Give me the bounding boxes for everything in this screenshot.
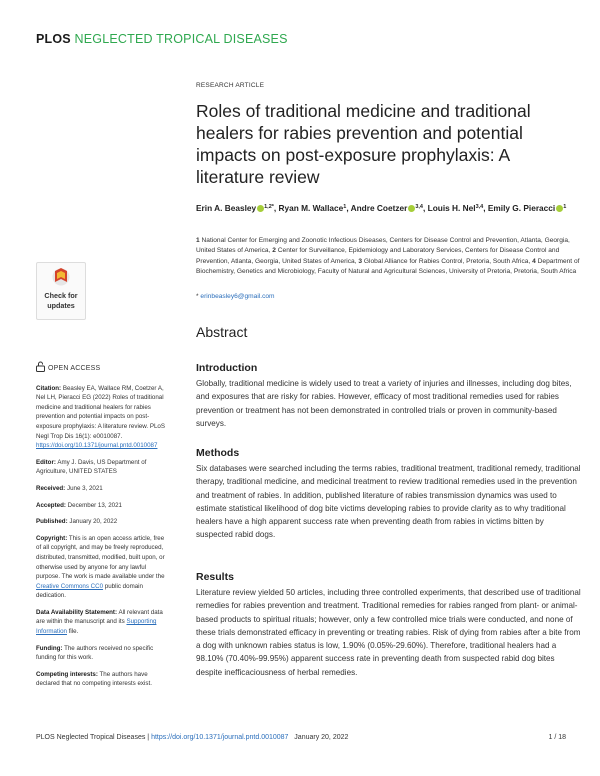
affil-number: 2 [272, 247, 276, 255]
footer-doi-link[interactable]: https://doi.org/10.1371/journal.pntd.0010087 [151, 734, 289, 741]
copyright-label: Copyright: [36, 534, 68, 542]
section-heading: Methods [196, 447, 240, 459]
funding [36, 644, 166, 663]
data-tail: file. [68, 628, 79, 636]
data-label: Data Availability Statement: [36, 608, 118, 616]
section-text: Literature review yielded 50 articles, including three controlled experiments, that described use of traditional remedies for rabies prevention and treatment. Traditional remedies for rabies ranged from plant- or animal-based products to spiritual rituals; however, only a few controlled mice trials were conducted, and none of these trials demonstrated efficacy in preventing or treating rabies. Risk of dying from rabies after a bite from a dog with unknown rabies status is low, 1.90% (0.05%-29.60%). Therefore, traditional healers had a 98.10% (70.40%-99.95%) apparent success rate in preventing death from suspected rabid dog bites despite inefficaciousness of herbal remedies. [196, 588, 581, 677]
competing-label: Competing interests: [36, 670, 98, 678]
funding-text: The authors received no specific funding for this work. [36, 644, 154, 662]
badge-line2: updates [47, 301, 75, 310]
citation-text: Beasley EA, Wallace RM, Coetzer A, Nel LH, Pieracci EG (2022) Roles of traditional medicine and traditional healers for rabies prevention and potential impacts on post-exposure prophylaxis: A literature review. PLoS Negl Trop Dis 16(1): e0010087. [36, 384, 165, 440]
journal-header[interactable] [36, 32, 288, 46]
copyright [36, 534, 166, 601]
methods-section [196, 447, 581, 542]
copyright-text: This is an open access article, free of all copyright, and may be freely reproduced, distributed, transmitted, modified, built upon, or otherwise used by anyone for any lawful purpose. The work is made available under the [36, 534, 165, 581]
received [36, 484, 166, 494]
editor-text: Amy J. Davis, US Department of Agriculture, UNITED STATES [36, 458, 147, 476]
published-label: Published: [36, 518, 68, 526]
accepted [36, 501, 166, 511]
journal-brand: PLOS [36, 32, 71, 46]
section-heading: Results [196, 571, 234, 583]
author-name[interactable]: Louis H. Nel [427, 203, 476, 213]
cc0-link[interactable]: Creative Commons CC0 [36, 582, 104, 590]
introduction-section [196, 362, 581, 430]
page-footer [36, 734, 566, 741]
citation-doi-link[interactable]: https://doi.org/10.1371/journal.pntd.0010087 [36, 442, 158, 450]
editor [36, 458, 166, 477]
results-section [196, 571, 581, 679]
abstract-heading: Abstract [196, 324, 248, 340]
section-heading: Introduction [196, 362, 258, 374]
footer-citation: PLOS Neglected Tropical Diseases | https://doi.org/10.1371/journal.pntd.0010087 January 20, 2022 [36, 734, 349, 741]
corresponding-mark: * [271, 204, 274, 210]
data-text: All relevant data are within the manuscript and its [36, 608, 163, 626]
footer-date: January 20, 2022 [294, 734, 349, 741]
affil-number: 1 [196, 237, 200, 244]
funding-label: Funding: [36, 644, 63, 652]
affil-number: 4 [532, 257, 536, 265]
author-affil-sup: 1 [343, 204, 347, 210]
copyright-tail: public domain dedication. [36, 582, 143, 600]
citation [36, 384, 166, 451]
affil-text: National Center for Emerging and Zoonotic Infectious Diseases, Centers for Disease Control and Prevention, Atlanta, Georgia, United States of America, [196, 237, 570, 255]
published-date: January 20, 2022 [69, 518, 118, 526]
received-label: Received: [36, 484, 66, 492]
received-date: June 3, 2021 [66, 484, 103, 492]
open-lock-icon [36, 361, 45, 376]
author-name[interactable]: Erin A. Beasley [196, 203, 257, 213]
section-text: Globally, traditional medicine is widely used to treat a variety of injuries and illnesses, including dog bites, and exposures that are risky for rabies. However, efficacy of most traditional remedies used for rabies prevention or treatment has not been demonstrated in controlled trials or proven in community-based surveys. [196, 379, 572, 428]
competing-text: The authors have declared that no competing interests exist. [36, 670, 152, 688]
author-list: Erin A. Beasley $^{1,2*}$, Ryan M. Wallace$^1$, Andre Coetzer $^{3,4}$, Louis H. Nel$^{3,4}$, Emily G. Pieracci $^1$ [196, 203, 567, 213]
open-access-label [36, 361, 166, 376]
affiliations [196, 236, 581, 278]
article-title: Roles of traditional medicine and traditional healers for rabies prevention and potential impacts on post-exposure prophylaxis: A literature review [196, 101, 531, 187]
corresponding-email [196, 293, 275, 300]
author-affil-sup: 3,4 [475, 204, 484, 210]
author-affil-sup: 3,4 [415, 204, 423, 210]
section-text: Six databases were searched including the terms rabies, traditional treatment, traditional remedy, traditional therapy, traditional medicine, and medicinal treatment to review traditional remedies used in the prevention and treatment of rabies. In addition, published literature of rabies transmission dynamics was used to estimate statistical likelihood of dog bite victims developing rabies to provide clarity as to why traditional healers have a high apparent success rate when preventing death from rabies in victims bitten by suspected rabid dogs. [196, 464, 581, 540]
author-name[interactable]: Ryan M. Wallace [278, 203, 344, 213]
email-link[interactable]: erinbeasley6@gmail.com [200, 293, 275, 300]
affil-number: 3 [358, 257, 363, 265]
author-affil-sup: 1 [563, 204, 567, 210]
bookmark-icon [51, 268, 71, 290]
affil-text: Center for Surveillance, Epidemiology and Laboratory Services, Centers for Disease Control and Prevention, Atlanta, Georgia, United States of America, [196, 247, 560, 265]
author-name[interactable]: Emily G. Pieracci [487, 203, 556, 213]
accepted-date: December 13, 2021 [67, 501, 123, 509]
article-type: RESEARCH ARTICLE [196, 82, 265, 89]
open-access-text: OPEN ACCESS [48, 364, 101, 372]
affil-text: Global Alliance for Rabies Control, Pretoria, South Africa, [363, 257, 531, 265]
competing-interests [36, 670, 166, 689]
journal-name: NEGLECTED TROPICAL DISEASES [74, 32, 288, 46]
author-affil-sup: 1,2 [264, 204, 272, 210]
email-mark: * [196, 293, 199, 300]
published [36, 517, 166, 527]
check-for-updates-badge[interactable] [36, 262, 86, 320]
page-number: 1 / 18 [548, 734, 566, 741]
data-availability [36, 608, 166, 637]
editor-label: Editor: [36, 458, 56, 466]
article-info-sidebar [36, 361, 166, 696]
supporting-info-link[interactable]: Supporting Information [36, 618, 157, 636]
citation-label: Citation: [36, 384, 62, 392]
footer-journal: PLOS Neglected Tropical Diseases [36, 734, 146, 741]
badge-line1: Check for [44, 291, 78, 300]
affil-text: Department of Biochemistry, Genetics and Microbiology, Faculty of Natural and Agricultural Sciences, University of Pretoria, Pretoria, South Africa [196, 257, 580, 276]
author-name[interactable]: Andre Coetzer [350, 203, 408, 213]
accepted-label: Accepted: [36, 501, 66, 509]
